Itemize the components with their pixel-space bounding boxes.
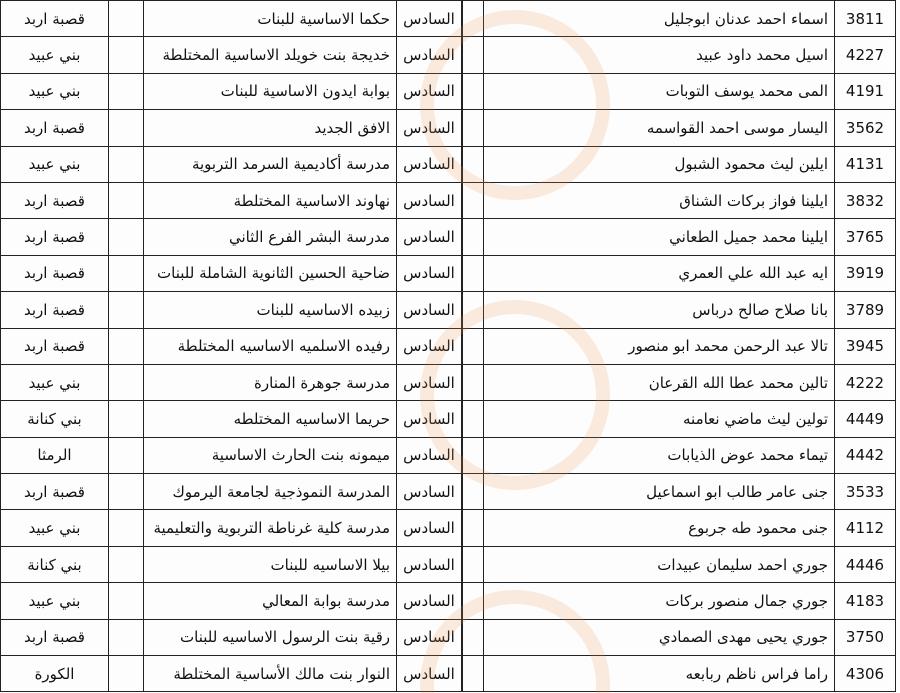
district-cell: بني عبيد <box>1 510 109 546</box>
grade-cell: السادس <box>397 292 463 328</box>
grade-cell: السادس <box>397 546 463 582</box>
seat-number-cell: 3919 <box>835 255 896 291</box>
grade-cell: السادس <box>397 510 463 546</box>
empty-cell <box>462 292 484 328</box>
seat-number-cell: 3945 <box>835 328 896 364</box>
district-cell: بني عبيد <box>1 146 109 182</box>
table-row <box>1 146 896 182</box>
school-cell: النوار بنت مالك الأساسية المختلطة <box>144 656 397 692</box>
grade-cell: السادس <box>397 474 463 510</box>
school-cell: المدرسة النموذجية لجامعة اليرموك <box>144 474 397 510</box>
empty-cell <box>462 37 484 73</box>
school-cell: مدرسة بوابة المعالي <box>144 583 397 619</box>
student-name-cell: جنى عامر طالب ابو اسماعيل <box>484 474 835 510</box>
results-table-body <box>1 1 896 692</box>
student-name-cell: تولين ليث ماضي نعامنه <box>484 401 835 437</box>
seat-number-cell: 4442 <box>835 437 896 473</box>
table-row <box>1 474 896 510</box>
grade-cell: السادس <box>397 656 463 692</box>
school-cell: رقية بنت الرسول الاساسيه للبنات <box>144 619 397 655</box>
grade-cell: السادس <box>397 328 463 364</box>
table-row <box>1 510 896 546</box>
school-cell: مدرسة كلية غرناطة التربوية والتعليمية <box>144 510 397 546</box>
seat-number-cell: 3811 <box>835 1 896 37</box>
grade-cell: السادس <box>397 401 463 437</box>
grade-cell: السادس <box>397 182 463 218</box>
student-name-cell: اليسار موسى احمد القواسمه <box>484 110 835 146</box>
table-row <box>1 546 896 582</box>
school-cell: ميمونه بنت الحارث الاساسية <box>144 437 397 473</box>
table-row <box>1 110 896 146</box>
grade-cell: السادس <box>397 146 463 182</box>
district-cell: قصبة اربد <box>1 328 109 364</box>
seat-number-cell: 3832 <box>835 182 896 218</box>
student-name-cell: ايلينا فواز بركات الشناق <box>484 182 835 218</box>
school-cell: بوابة ايدون الاساسية للبنات <box>144 73 397 109</box>
seat-number-cell: 4227 <box>835 37 896 73</box>
district-cell: بني عبيد <box>1 73 109 109</box>
student-name-cell: جوري يحيى مهدى الصمادي <box>484 619 835 655</box>
district-cell: قصبة اربد <box>1 219 109 255</box>
student-name-cell: اسماء احمد عدنان ابوجليل <box>484 1 835 37</box>
table-row <box>1 328 896 364</box>
district-cell: قصبة اربد <box>1 292 109 328</box>
district-cell: بني عبيد <box>1 364 109 400</box>
empty-cell <box>462 1 484 37</box>
school-cell: نهاوند الاساسية المختلطة <box>144 182 397 218</box>
empty-cell <box>109 619 144 655</box>
seat-number-cell: 3750 <box>835 619 896 655</box>
empty-cell <box>462 255 484 291</box>
table-row <box>1 401 896 437</box>
grade-cell: السادس <box>397 110 463 146</box>
empty-cell <box>462 182 484 218</box>
district-cell: قصبة اربد <box>1 110 109 146</box>
district-cell: قصبة اربد <box>1 182 109 218</box>
empty-cell <box>109 656 144 692</box>
seat-number-cell: 3789 <box>835 292 896 328</box>
grade-cell: السادس <box>397 1 463 37</box>
student-name-cell: المى محمد يوسف التوبات <box>484 73 835 109</box>
seat-number-cell: 4449 <box>835 401 896 437</box>
empty-cell <box>109 546 144 582</box>
district-cell: الكورة <box>1 656 109 692</box>
student-name-cell: ايلينا محمد جميل الطعاني <box>484 219 835 255</box>
empty-cell <box>109 37 144 73</box>
student-name-cell: جوري جمال منصور بركات <box>484 583 835 619</box>
student-name-cell: تالين محمد عطا الله القرعان <box>484 364 835 400</box>
student-name-cell: بانا صلاح صالح درباس <box>484 292 835 328</box>
district-cell: قصبة اربد <box>1 1 109 37</box>
table-row <box>1 219 896 255</box>
empty-cell <box>109 583 144 619</box>
table-row <box>1 255 896 291</box>
school-cell: مدرسة أكاديمية السرمد التربوية <box>144 146 397 182</box>
seat-number-cell: 4183 <box>835 583 896 619</box>
grade-cell: السادس <box>397 73 463 109</box>
empty-cell <box>462 219 484 255</box>
school-cell: مدرسة جوهرة المنارة <box>144 364 397 400</box>
grade-cell: السادس <box>397 619 463 655</box>
table-row <box>1 292 896 328</box>
empty-cell <box>109 474 144 510</box>
empty-cell <box>462 583 484 619</box>
empty-cell <box>462 546 484 582</box>
table-row <box>1 182 896 218</box>
empty-cell <box>462 656 484 692</box>
district-cell: بني كنانة <box>1 546 109 582</box>
school-cell: زبيده الاساسيه للبنات <box>144 292 397 328</box>
student-name-cell: اسيل محمد داود عبيد <box>484 37 835 73</box>
seat-number-cell: 4222 <box>835 364 896 400</box>
school-cell: ضاحية الحسين الثانوية الشاملة للبنات <box>144 255 397 291</box>
school-cell: حكما الاساسية للبنات <box>144 1 397 37</box>
seat-number-cell: 4446 <box>835 546 896 582</box>
student-name-cell: تالا عبد الرحمن محمد ابو منصور <box>484 328 835 364</box>
table-row <box>1 73 896 109</box>
school-cell: مدرسة البشر الفرع الثاني <box>144 219 397 255</box>
empty-cell <box>109 328 144 364</box>
school-cell: خديجة بنت خويلد الاساسية المختلطة <box>144 37 397 73</box>
school-cell: رفيده الاسلميه الاساسيه المختلطة <box>144 328 397 364</box>
seat-number-cell: 3765 <box>835 219 896 255</box>
empty-cell <box>462 146 484 182</box>
empty-cell <box>462 328 484 364</box>
empty-cell <box>109 292 144 328</box>
empty-cell <box>462 510 484 546</box>
empty-cell <box>462 401 484 437</box>
empty-cell <box>462 437 484 473</box>
school-cell: بيلا الاساسيه للبنات <box>144 546 397 582</box>
grade-cell: السادس <box>397 437 463 473</box>
empty-cell <box>109 437 144 473</box>
grade-cell: السادس <box>397 219 463 255</box>
table-row <box>1 437 896 473</box>
district-cell: قصبة اربد <box>1 255 109 291</box>
empty-cell <box>462 474 484 510</box>
school-cell: الافق الجديد <box>144 110 397 146</box>
school-cell: حريما الاساسيه المختلطه <box>144 401 397 437</box>
table-row <box>1 619 896 655</box>
student-name-cell: راما فراس ناظم ربابعه <box>484 656 835 692</box>
grade-cell: السادس <box>397 255 463 291</box>
seat-number-cell: 4191 <box>835 73 896 109</box>
district-cell: بني كنانة <box>1 401 109 437</box>
empty-cell <box>462 110 484 146</box>
district-cell: قصبة اربد <box>1 474 109 510</box>
student-name-cell: جوري احمد سليمان عبيدات <box>484 546 835 582</box>
empty-cell <box>109 510 144 546</box>
district-cell: قصبة اربد <box>1 619 109 655</box>
student-name-cell: جنى محمود طه جربوع <box>484 510 835 546</box>
student-name-cell: ايه عبد الله علي العمري <box>484 255 835 291</box>
empty-cell <box>109 1 144 37</box>
seat-number-cell: 4306 <box>835 656 896 692</box>
table-row <box>1 37 896 73</box>
grade-cell: السادس <box>397 583 463 619</box>
district-cell: الرمثا <box>1 437 109 473</box>
district-cell: بني عبيد <box>1 583 109 619</box>
empty-cell <box>109 219 144 255</box>
empty-cell <box>462 364 484 400</box>
student-name-cell: تيماء محمد عوض الذيابات <box>484 437 835 473</box>
grade-cell: السادس <box>397 364 463 400</box>
seat-number-cell: 3562 <box>835 110 896 146</box>
empty-cell <box>109 364 144 400</box>
empty-cell <box>109 110 144 146</box>
grade-cell: السادس <box>397 37 463 73</box>
table-row <box>1 583 896 619</box>
student-name-cell: ايلين ليث محمود الشبول <box>484 146 835 182</box>
empty-cell <box>109 401 144 437</box>
empty-cell <box>462 73 484 109</box>
empty-cell <box>109 73 144 109</box>
empty-cell <box>109 146 144 182</box>
table-row <box>1 1 896 37</box>
table-row <box>1 364 896 400</box>
seat-number-cell: 3533 <box>835 474 896 510</box>
seat-number-cell: 4112 <box>835 510 896 546</box>
table-row <box>1 656 896 692</box>
empty-cell <box>462 619 484 655</box>
empty-cell <box>109 255 144 291</box>
district-cell: بني عبيد <box>1 37 109 73</box>
seat-number-cell: 4131 <box>835 146 896 182</box>
empty-cell <box>109 182 144 218</box>
